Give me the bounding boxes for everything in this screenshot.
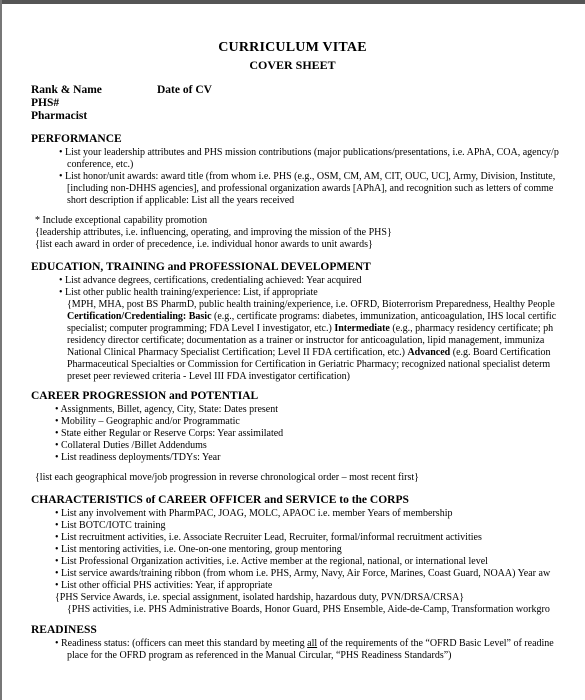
line-text: [including non-DHHS agencies], and professional organization awards [APhA], and recognition such as letters of comme: [67, 183, 554, 194]
rank-name-label: Rank & Name: [31, 84, 102, 96]
line-text: of the requirements of the “OFRD Basic Level” of readine: [317, 638, 554, 649]
line-text: (e.g., certificate programs: diabetes, immunization, anticoagulation, IHS local certific: [211, 311, 557, 322]
section-line: [67, 371, 350, 382]
line-text: Pharmaceutical Specialties or Commission for Certification in Geriatric Pharmacy; recognized national specialist determ: [67, 359, 551, 370]
line-text: preset peer reviewed criteria - Level III FDA investigator certification): [67, 371, 350, 382]
section-line: [67, 195, 294, 206]
line-text: • List readiness deployments/TDYs: Year: [55, 452, 221, 463]
line-text: • State either Regular or Reserve Corps: Year assimilated: [55, 428, 284, 439]
line-text: {leadership attributes, i.e. influencing, operating, and improving the mission of the PHS}: [35, 227, 392, 238]
section-line: [67, 183, 553, 194]
section-heading: CHARACTERISTICS of CAREER OFFICER and SERVICE to the CORPS: [31, 494, 409, 506]
line-text: specialist; computer programming; FDA Level I investigator, etc.): [67, 323, 335, 334]
phs-number-label: PHS#: [31, 97, 60, 109]
section-heading: PERFORMANCE: [31, 133, 122, 145]
profession-label: Pharmacist: [31, 110, 88, 122]
section-line: [67, 604, 550, 615]
section-line: [67, 347, 551, 358]
section-line: [55, 416, 240, 427]
section-line: [55, 568, 550, 579]
section-line: [67, 359, 550, 370]
document-subtitle: COVER SHEET: [249, 58, 336, 72]
line-text: • List any involvement with PharmPAC, JOAG, MOLC, APAOC i.e. member Years of membership: [55, 508, 453, 519]
section-line: [35, 215, 207, 226]
page-top-border: [0, 0, 585, 4]
line-text: • List mentoring activities, i.e. One-on-one mentoring, group mentoring: [55, 544, 342, 555]
section-line: [67, 159, 133, 170]
line-text: {list each geographical move/job progression in reverse chronological order – most recent first}: [35, 472, 419, 483]
line-text: • List your leadership attributes and PHS mission contributions (major publications/presentations, i.e. APhA, COA, agency/p: [59, 147, 559, 158]
section-line: [55, 452, 220, 463]
line-text: {PHS activities, i.e. PHS Administrative Boards, Honor Guard, PHS Ensemble, Aide-de-Camp, Transformation workgro: [67, 604, 550, 615]
section-line: [55, 556, 488, 567]
line-text: place for the OFRD program as referenced in the Manual Circular, “PHS Readiness Standards”): [67, 650, 452, 661]
section-line: [67, 299, 555, 310]
line-text: residency director certificate; documentation as a trainer or instructor for anticoagulation, lipid management, immuniza: [67, 335, 545, 346]
section-line: [55, 440, 207, 451]
section-line: [55, 592, 464, 603]
line-text: • List advance degrees, certifications, credentialing achieved: Year acquired: [59, 275, 362, 286]
section-line: [59, 171, 555, 182]
line-text: • List honor/unit awards: award title (from whom i.e. PHS (e.g., OSM, CM, AM, CIT, OUC, UC], Army, Division, Institute,: [59, 171, 556, 182]
line-text: • Readiness status: (officers can meet this standard by meeting: [55, 638, 308, 649]
section-line: [35, 472, 419, 483]
date-of-cv-label: Date of CV: [157, 84, 212, 96]
line-text: (e.g. Board Certification: [450, 347, 551, 358]
line-text: (e.g., pharmacy residency certificate; ph: [389, 323, 554, 334]
section-line: [55, 428, 283, 439]
section-line: [35, 239, 373, 250]
section-heading: EDUCATION, TRAINING and PROFESSIONAL DEVELOPMENT: [31, 261, 371, 273]
section-heading: READINESS: [31, 624, 97, 636]
line-text: • List Professional Organization activities, i.e. Active member at the regional, national, or international level: [55, 556, 488, 567]
section-line: [59, 275, 362, 286]
line-text: {MPH, MHA, post BS PharmD, public health training/experience, i.e. OFRD, Bioterrorism Preparedness, Healthy People: [67, 299, 555, 310]
section-line: [67, 311, 556, 322]
line-text: National Clinical Pharmacy Specialist Certification; Level II FDA certification, etc.): [67, 347, 408, 358]
section-heading: CAREER PROGRESSION and POTENTIAL: [31, 390, 259, 402]
line-text: • List other public health training/experience: List, if appropriate: [59, 287, 318, 298]
line-text: {list each award in order of precedence, i.e. individual honor awards to unit awards}: [35, 239, 373, 250]
line-text: • Mobility – Geographic and/or Programmatic: [55, 416, 240, 427]
line-text: short description if applicable: List all the years received: [67, 195, 295, 206]
page-left-border: [0, 0, 2, 700]
line-text: • List service awards/training ribbon (from whom i.e. PHS, Army, Navy, Air Force, Marines, Coast Guard, NOAA) Year aw: [55, 568, 551, 579]
line-text: • Assignments, Billet, agency, City, State: Dates present: [55, 404, 279, 415]
line-text: Advanced: [407, 347, 451, 358]
section-line: [67, 323, 553, 334]
line-text: {PHS Service Awards, i.e. special assignment, isolated hardship, hazardous duty, PVN/DRSA/CRSA}: [55, 592, 465, 603]
section-line: [55, 544, 342, 555]
section-line: [55, 508, 452, 519]
line-text: conference, etc.): [67, 159, 134, 170]
section-line: [67, 650, 451, 661]
line-text: all: [307, 638, 318, 649]
line-text: • Collateral Duties /Billet Addendums: [55, 440, 207, 451]
line-text: • List BOTC/IOTC training: [55, 520, 166, 531]
document-title: CURRICULUM VITAE: [218, 40, 367, 55]
line-text: Intermediate: [334, 323, 390, 334]
section-line: [55, 520, 165, 531]
section-line: [59, 287, 318, 298]
section-line: [59, 147, 559, 158]
line-text: Certification/Credentialing: Basic: [67, 311, 212, 322]
section-line: [55, 404, 278, 415]
section-line: [35, 227, 392, 238]
section-line: [55, 532, 482, 543]
line-text: • List recruitment activities, i.e. Associate Recruiter Lead, Recruiter, formal/informal recruitment activities: [55, 532, 482, 543]
line-text: * Include exceptional capability promotion: [35, 215, 208, 226]
section-line: [55, 580, 272, 591]
section-line: [67, 335, 544, 346]
line-text: • List other official PHS activities: Year, if appropriate: [55, 580, 273, 591]
section-line: [55, 638, 554, 649]
